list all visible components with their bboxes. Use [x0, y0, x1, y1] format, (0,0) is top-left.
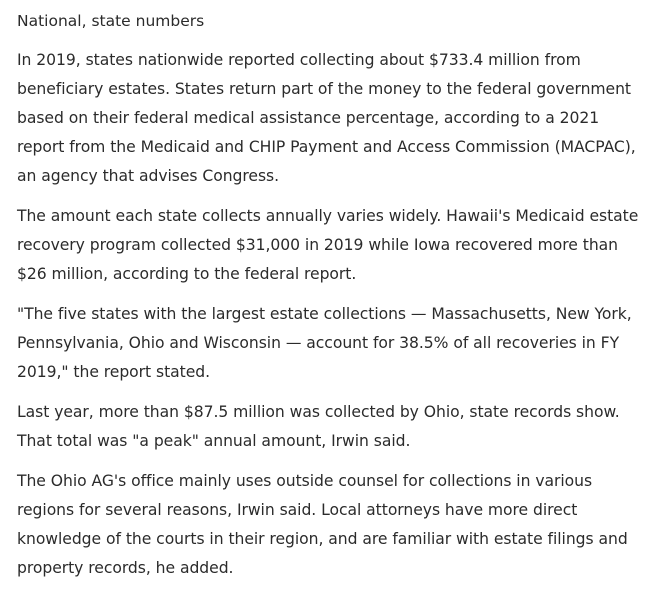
paragraph-report-quote: "The five states with the largest estate collections — Massachusetts, New York, Pennsylvania, Ohio and Wisconsin — account for 38.5% of all recoveries in FY 2019," the report stated. — [17, 305, 632, 381]
paragraph-outside-counsel: The Ohio AG's office mainly uses outside counsel for collections in various regions for several reasons, Irwin said. Local attorneys have more direct knowledge of the courts in their region, and are familiar with estate filings and property records, he added. — [17, 472, 628, 577]
paragraph-ohio-collections: Last year, more than $87.5 million was collected by Ohio, state records show. That total was "a peak" annual amount, Irwin said. — [17, 403, 620, 450]
paragraph-state-variation: The amount each state collects annually varies widely. Hawaii's Medicaid estate recovery program collected $31,000 in 2019 while Iowa recovered more than $26 million, according to the federal report. — [17, 207, 639, 283]
section-subhead: National, state numbers — [17, 12, 205, 30]
paragraph-national-total: In 2019, states nationwide reported collecting about $733.4 million from beneficiary estates. States return part of the money to the federal government based on their federal medical assistance percentage, according to a 2021 report from the Medicaid and CHIP Payment and Access Commission (MACPAC), an agency that advises Congress. — [17, 51, 636, 185]
